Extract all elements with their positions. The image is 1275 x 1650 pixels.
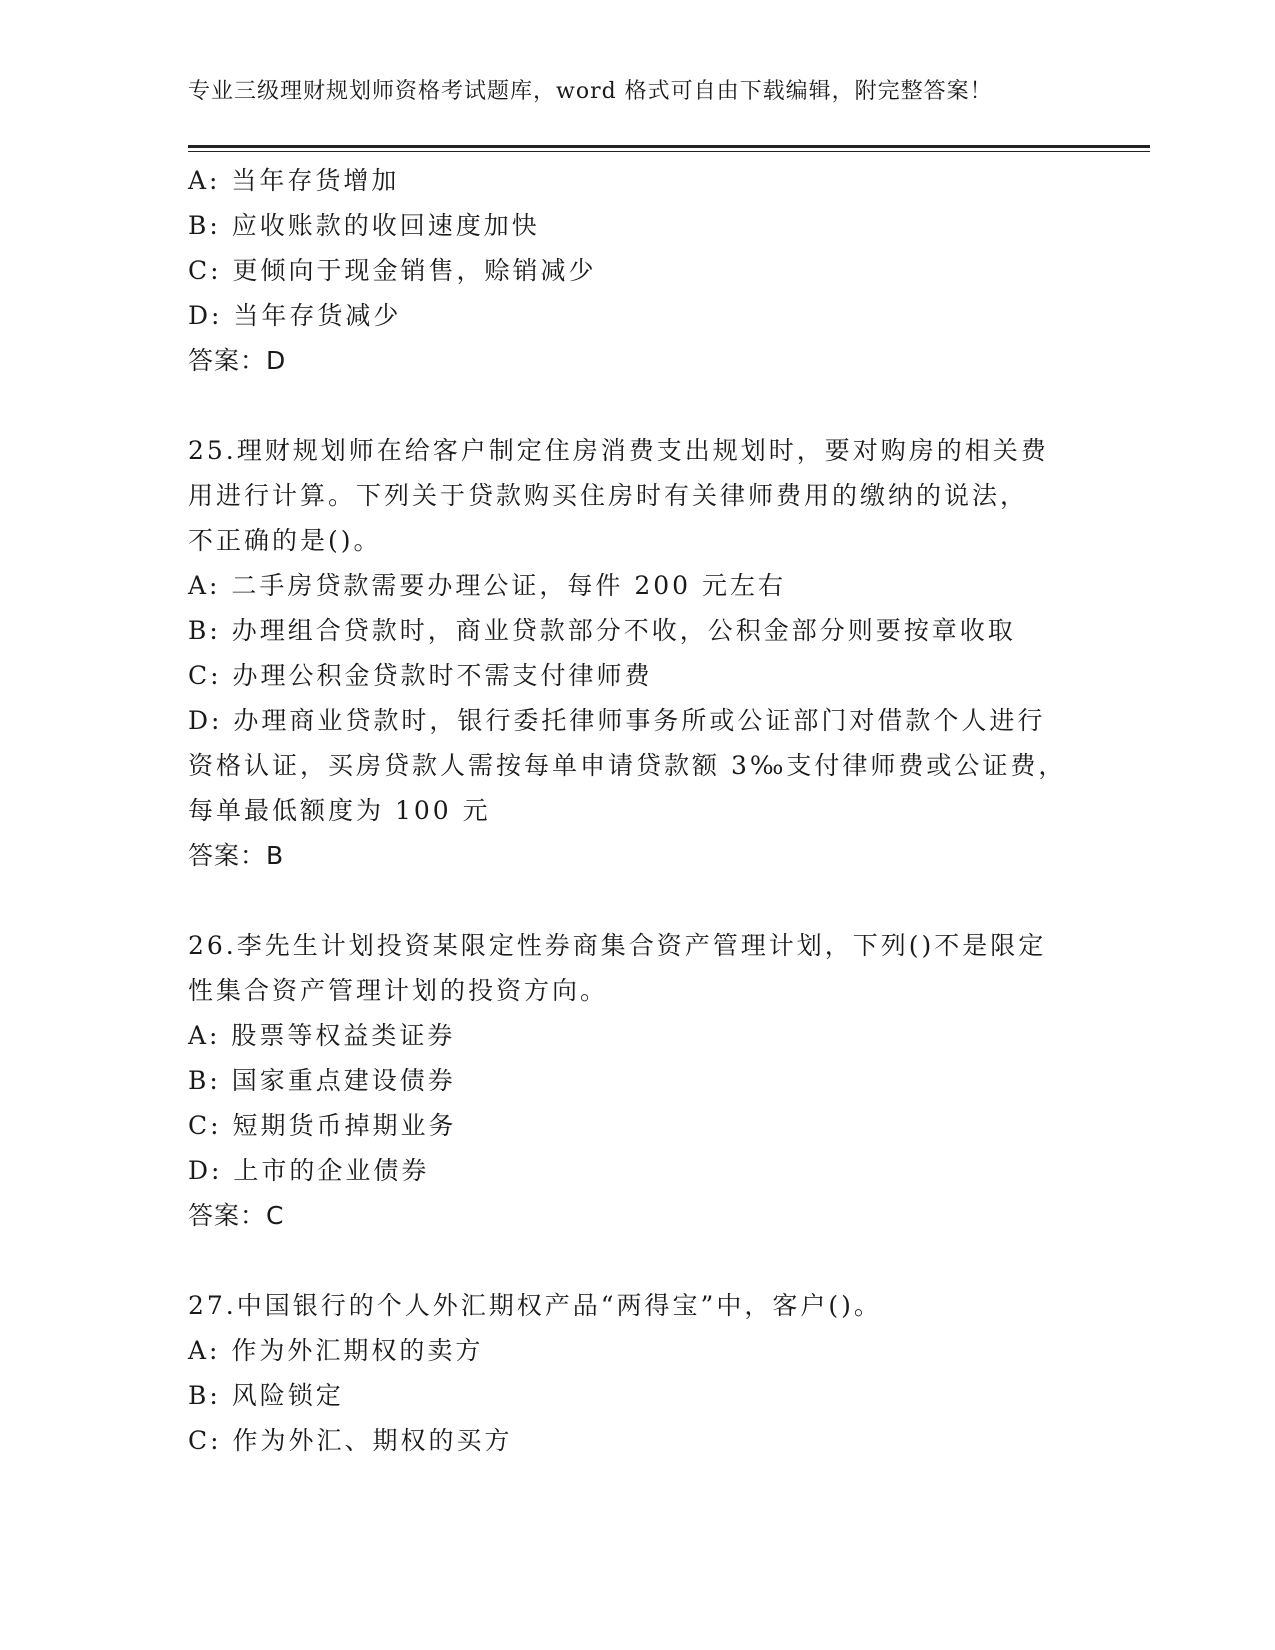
option-text: C: 更倾向于现金销售，赊销减少 xyxy=(188,256,597,285)
header-rule-thin xyxy=(188,151,1150,152)
question-text: 27.中国银行的个人外汇期权产品“两得宝”中，客户()。 xyxy=(188,1291,882,1320)
option-text: 每单最低额度为 100 元 xyxy=(188,796,491,825)
question-spacer xyxy=(188,878,1088,923)
question-block xyxy=(188,923,1088,1238)
option-text: D: 办理商业贷款时，银行委托律师事务所或公证部门对借款个人进行 xyxy=(188,706,1046,735)
question-spacer xyxy=(188,1238,1088,1283)
question-spacer xyxy=(188,383,1088,428)
option-text: B: 风险锁定 xyxy=(188,1381,344,1410)
question-block xyxy=(188,1283,1088,1463)
question-text: 26.李先生计划投资某限定性券商集合资产管理计划，下列()不是限定 xyxy=(188,931,1047,960)
option-text: A: 二手房贷款需要办理公证，每件 200 元左右 xyxy=(188,571,787,600)
option-text: B: 国家重点建设债券 xyxy=(188,1066,456,1095)
question-list xyxy=(188,158,1088,1463)
question-block xyxy=(188,428,1088,878)
answer-text: 答案：C xyxy=(188,1201,285,1230)
question-block xyxy=(188,158,1088,383)
option-text: C: 作为外汇、期权的买方 xyxy=(188,1426,513,1455)
question-text: 用进行计算。下列关于贷款购买住房时有关律师费用的缴纳的说法， xyxy=(188,481,1029,510)
answer-text: 答案：D xyxy=(188,346,287,375)
question-text: 性集合资产管理计划的投资方向。 xyxy=(188,976,609,1005)
option-text: C: 短期货币掉期业务 xyxy=(188,1111,457,1140)
header-rule-thick xyxy=(188,145,1150,148)
answer-text: 答案：B xyxy=(188,841,285,870)
option-text: A: 股票等权益类证券 xyxy=(188,1021,456,1050)
option-text: A: 作为外汇期权的卖方 xyxy=(188,1336,484,1365)
option-text: D: 当年存货减少 xyxy=(188,301,402,330)
question-text: 25.理财规划师在给客户制定住房消费支出规划时，要对购房的相关费 xyxy=(188,436,1049,465)
option-text: D: 上市的企业债券 xyxy=(188,1156,430,1185)
option-text: C: 办理公积金贷款时不需支付律师费 xyxy=(188,661,653,690)
option-text: B: 应收账款的收回速度加快 xyxy=(188,211,540,240)
option-text: A: 当年存货增加 xyxy=(188,166,400,195)
page-header: 专业三级理财规划师资格考试题库，word 格式可自由下载编辑，附完整答案！ xyxy=(188,79,993,104)
option-text: 资格认证，买房贷款人需按每单申请贷款额 3‰支付律师费或公证费， xyxy=(188,751,1067,780)
question-text: 不正确的是()。 xyxy=(188,526,382,555)
option-text: B: 办理组合贷款时，商业贷款部分不收，公积金部分则要按章收取 xyxy=(188,616,1016,645)
